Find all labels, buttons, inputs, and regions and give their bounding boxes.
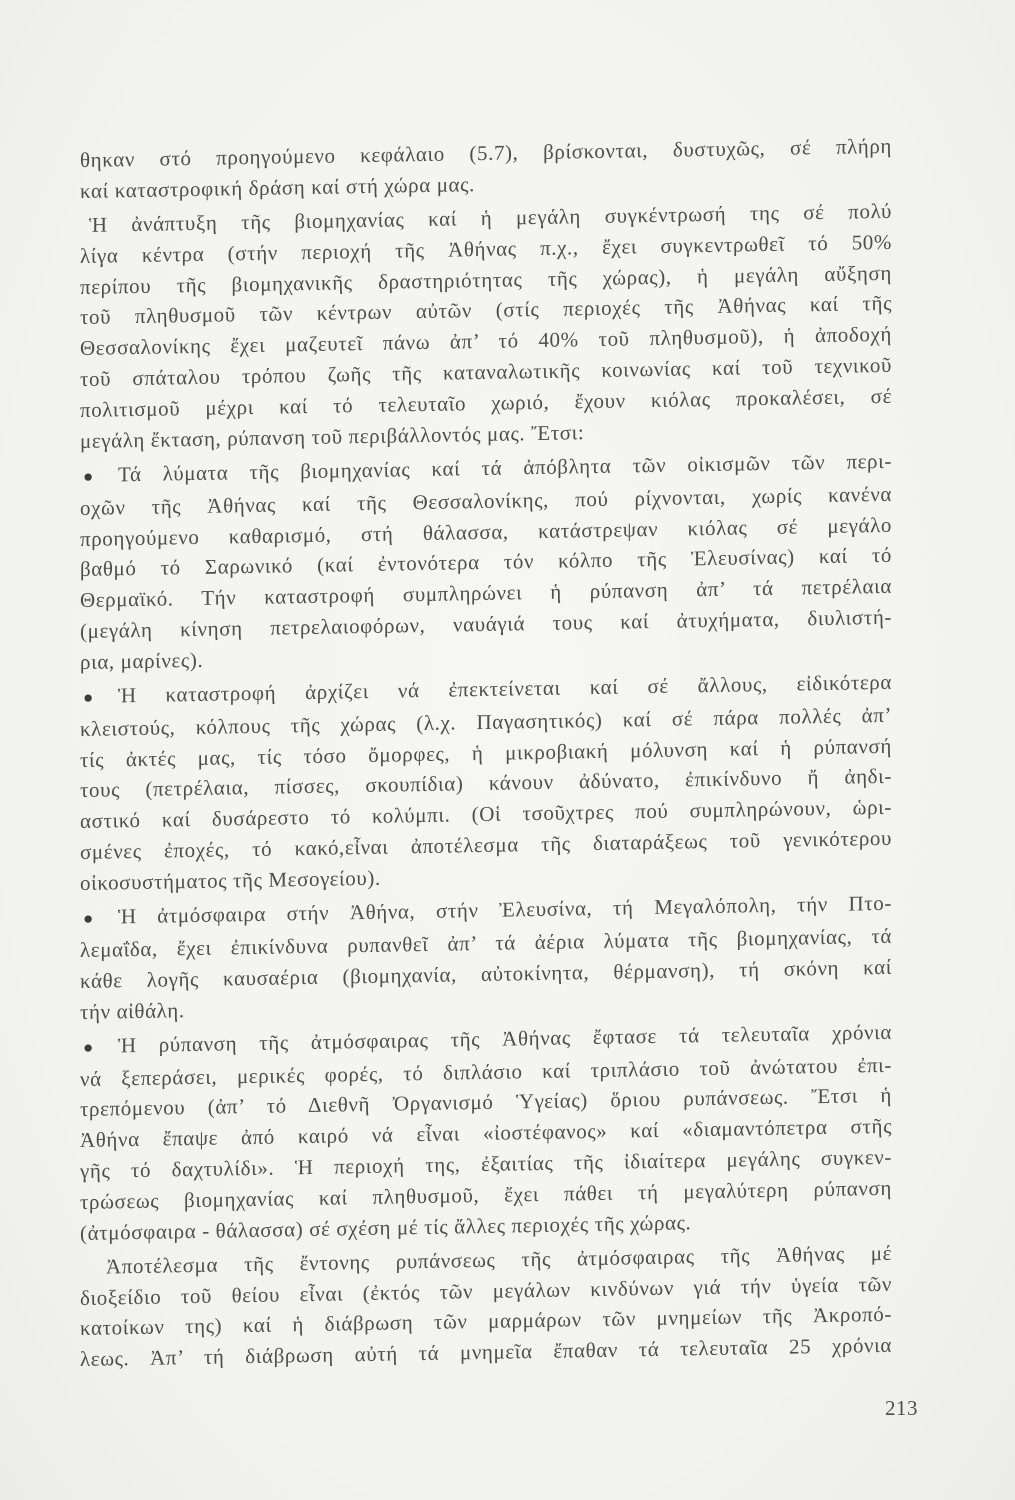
bullet-paragraph [80, 888, 892, 1027]
text-line: κατοίκων της) καί ἡ διάβρωση τῶν μαρμάρων τῶν μνημείων τῆς Ἀκροπό- [80, 1302, 892, 1341]
text-line: σμένες ἐποχές, τό κακό,εἶναι ἀποτέλεσμα τῆς διαταράξεως τοῦ γενικότερου [80, 825, 892, 865]
bullet-paragraph [80, 1017, 892, 1249]
text-line: Ἡ ρύπανση τῆς ἀτμόσφαιρας τῆς Ἀθήνας ἔφτασε τά τελευταῖα χρόνια [118, 1019, 892, 1058]
text-line: τρεπόμενου (ἀπ’ τό Διεθνῆ Ὀργανισμό Ὑγείας) ὅριου ρυπάνσεως. Ἔτσι ἡ [80, 1083, 892, 1122]
text-line: τοῦ σπάταλου τρόπου ζωῆς τῆς καταναλωτικῆς κοινωνίας καί τοῦ τεχνικοῦ [80, 352, 892, 392]
paragraph [80, 1238, 892, 1375]
bullet-icon: ● [83, 1037, 94, 1057]
paragraph [80, 196, 892, 457]
text-line: κάθε λογῆς καυσαέρια (βιομηχανία, αὐτοκίνητα, θέρμανση), τή σκόνη καί [80, 954, 892, 993]
text-line: λεμαΐδα, ἔχει ἐπικίνδυνα ρυπανθεῖ ἀπ’ τά ἀέρια λύματα τῆς βιομηχανίας, τά [80, 923, 892, 962]
text-line: Ἡ ἀνάπτυξη τῆς βιομηχανίας καί ἡ μεγάλη συγκέντρωσή της σέ πολύ [89, 198, 892, 237]
text-line: λεως. Ἀπ’ τή διάβρωση αὐτή τά μνημεῖα ἔπαθαν τά τελευταῖα 25 χρόνια [80, 1333, 892, 1372]
text-line: οχῶν τῆς Ἀθήνας καί τῆς Θεσσαλονίκης, πού ρίχνονται, χωρίς κανένα [80, 481, 892, 520]
text-line: τους (πετρέλαια, πίσσες, σκουπίδια) κάνουν ἀδύνατο, ἐπικίνδυνο ἤ ἀηδι- [80, 764, 892, 803]
text-line: Θεσσαλονίκης ἔχει μαζευτεῖ πάνω ἀπ’ τό 40% τοῦ πληθυσμοῦ), ἡ ἀποδοχή [80, 322, 892, 361]
bullet-icon: ● [83, 687, 94, 707]
text-line: θηκαν στό προηγούμενο κεφάλαιο (5.7), βρίσκονται, δυστυχῶς, σέ πλήρη [80, 133, 892, 172]
text-line: κλειστούς, κόλπους τῆς χώρας (λ.χ. Παγασητικός) καί σέ πάρα πολλές ἀπ’ [80, 702, 892, 741]
text-line: τοῦ πληθυσμοῦ τῶν κέντρων αὐτῶν (στίς περιοχές τῆς Ἀθήνας καί τῆς [80, 291, 892, 330]
bullet-paragraph [80, 667, 892, 899]
text-line: Ἀθήνα ἔπαψε ἀπό καιρό νά εἶναι «ἰοστέφανος» καί «διαμαντόπετρα στῆς [80, 1114, 892, 1153]
text-line: λίγα κέντρα (στήν περιοχή τῆς Ἀθήνας π.χ., ἔχει συγκεντρωθεῖ τό 50% [80, 229, 892, 268]
text-line: τίς ἀκτές μας, τίς τόσο ὄμορφες, ἡ μικροβιακή μόλυνση καί ἡ ρύπανσή [80, 733, 892, 772]
text-line: Τά λύματα τῆς βιομηχανίας καί τά ἀπόβλητα τῶν οἰκισμῶν τῶν περι- [118, 448, 892, 487]
text-line: περίπου τῆς βιομηχανικῆς δραστηριότητας τῆς χώρας), ἡ μεγάλη αὔξηση [80, 260, 892, 299]
text-line: αστικό καί δυσάρεστο τό κολύμπι. (Οἱ τσοῦχτρες πού συμπληρώνουν, ὡρι- [80, 795, 892, 834]
text-line: τήν αἰθάλη. [80, 997, 185, 1024]
text-line: καί καταστροφική δράση καί στή χώρα μας. [80, 171, 475, 203]
bullet-paragraph [80, 446, 892, 678]
text-line: ρια, μαρίνες). [80, 647, 204, 674]
text-line: προηγούμενο καθαρισμό, στή θάλασσα, κατάστρεψαν κιόλας σέ μεγάλο [80, 512, 892, 551]
text-line: πολιτισμοῦ μέχρι καί τό τελευταῖο χωριό, ἔχουν κιόλας προκαλέσει, σέ [80, 383, 892, 422]
text-line: (μεγάλη κίνηση πετρελαιοφόρων, ναυάγιά τους καί ἀτυχήματα, διυλιστή- [80, 604, 892, 643]
bullet-icon: ● [83, 908, 94, 929]
paragraph [80, 131, 892, 207]
text-line: οἰκοσυστήματος τῆς Μεσογείου). [80, 865, 381, 895]
text-line: γῆς τό δαχτυλίδι». Ἡ περιοχή της, ἐξαιτίας τῆς ἰδιαίτερα μεγάλης συγκεν- [80, 1144, 892, 1183]
text-line: νά ξεπεράσει, μερικές φορές, τό διπλάσιο καί τριπλάσιο τοῦ ἀνώτατου ἐπι- [80, 1052, 892, 1091]
text-line: διοξείδιο τοῦ θείου εἶναι (ἐκτός τῶν μεγάλων κινδύνων γιά τήν ὑγεία τῶν [80, 1271, 892, 1310]
bullet-icon: ● [83, 466, 94, 486]
text-line: Ἡ καταστροφή ἀρχίζει νά ἐπεκτείνεται καί σέ ἄλλους, εἰδικότερα [118, 669, 892, 708]
page-number: 213 [885, 1396, 918, 1420]
text-line: τρώσεως βιομηχανίας καί πληθυσμοῦ, ἔχει πάθει τή μεγαλύτερη ρύπανση [80, 1175, 892, 1214]
body-text [80, 131, 892, 1375]
text-line: μεγάλη ἔκταση, ρύπανση τοῦ περιβάλλοντός μας. Ἔτσι: [80, 419, 585, 453]
text-line: Θερμαϊκό. Τήν καταστροφή συμπληρώνει ἡ ρύπανση ἀπ’ τά πετρέλαια [80, 573, 892, 613]
text-line: βαθμό τό Σαρωνικό (καί ἐντονότερα τόν κόλπο τῆς Ἐλευσίνας) καί τό [80, 543, 892, 582]
text-line: (ἀτμόσφαιρα - θάλασσα) σέ σχέση μέ τίς ἄλλες περιοχές τῆς χώρας. [80, 1209, 692, 1245]
text-line: Ἡ ἀτμόσφαιρα στήν Ἀθήνα, στήν Ἐλευσίνα, τή Μεγαλόπολη, τήν Πτο- [118, 890, 892, 929]
text-line: Ἀποτέλεσμα τῆς ἔντονης ρυπάνσεως τῆς ἀτμόσφαιρας τῆς Ἀθήνας μέ [106, 1240, 892, 1279]
